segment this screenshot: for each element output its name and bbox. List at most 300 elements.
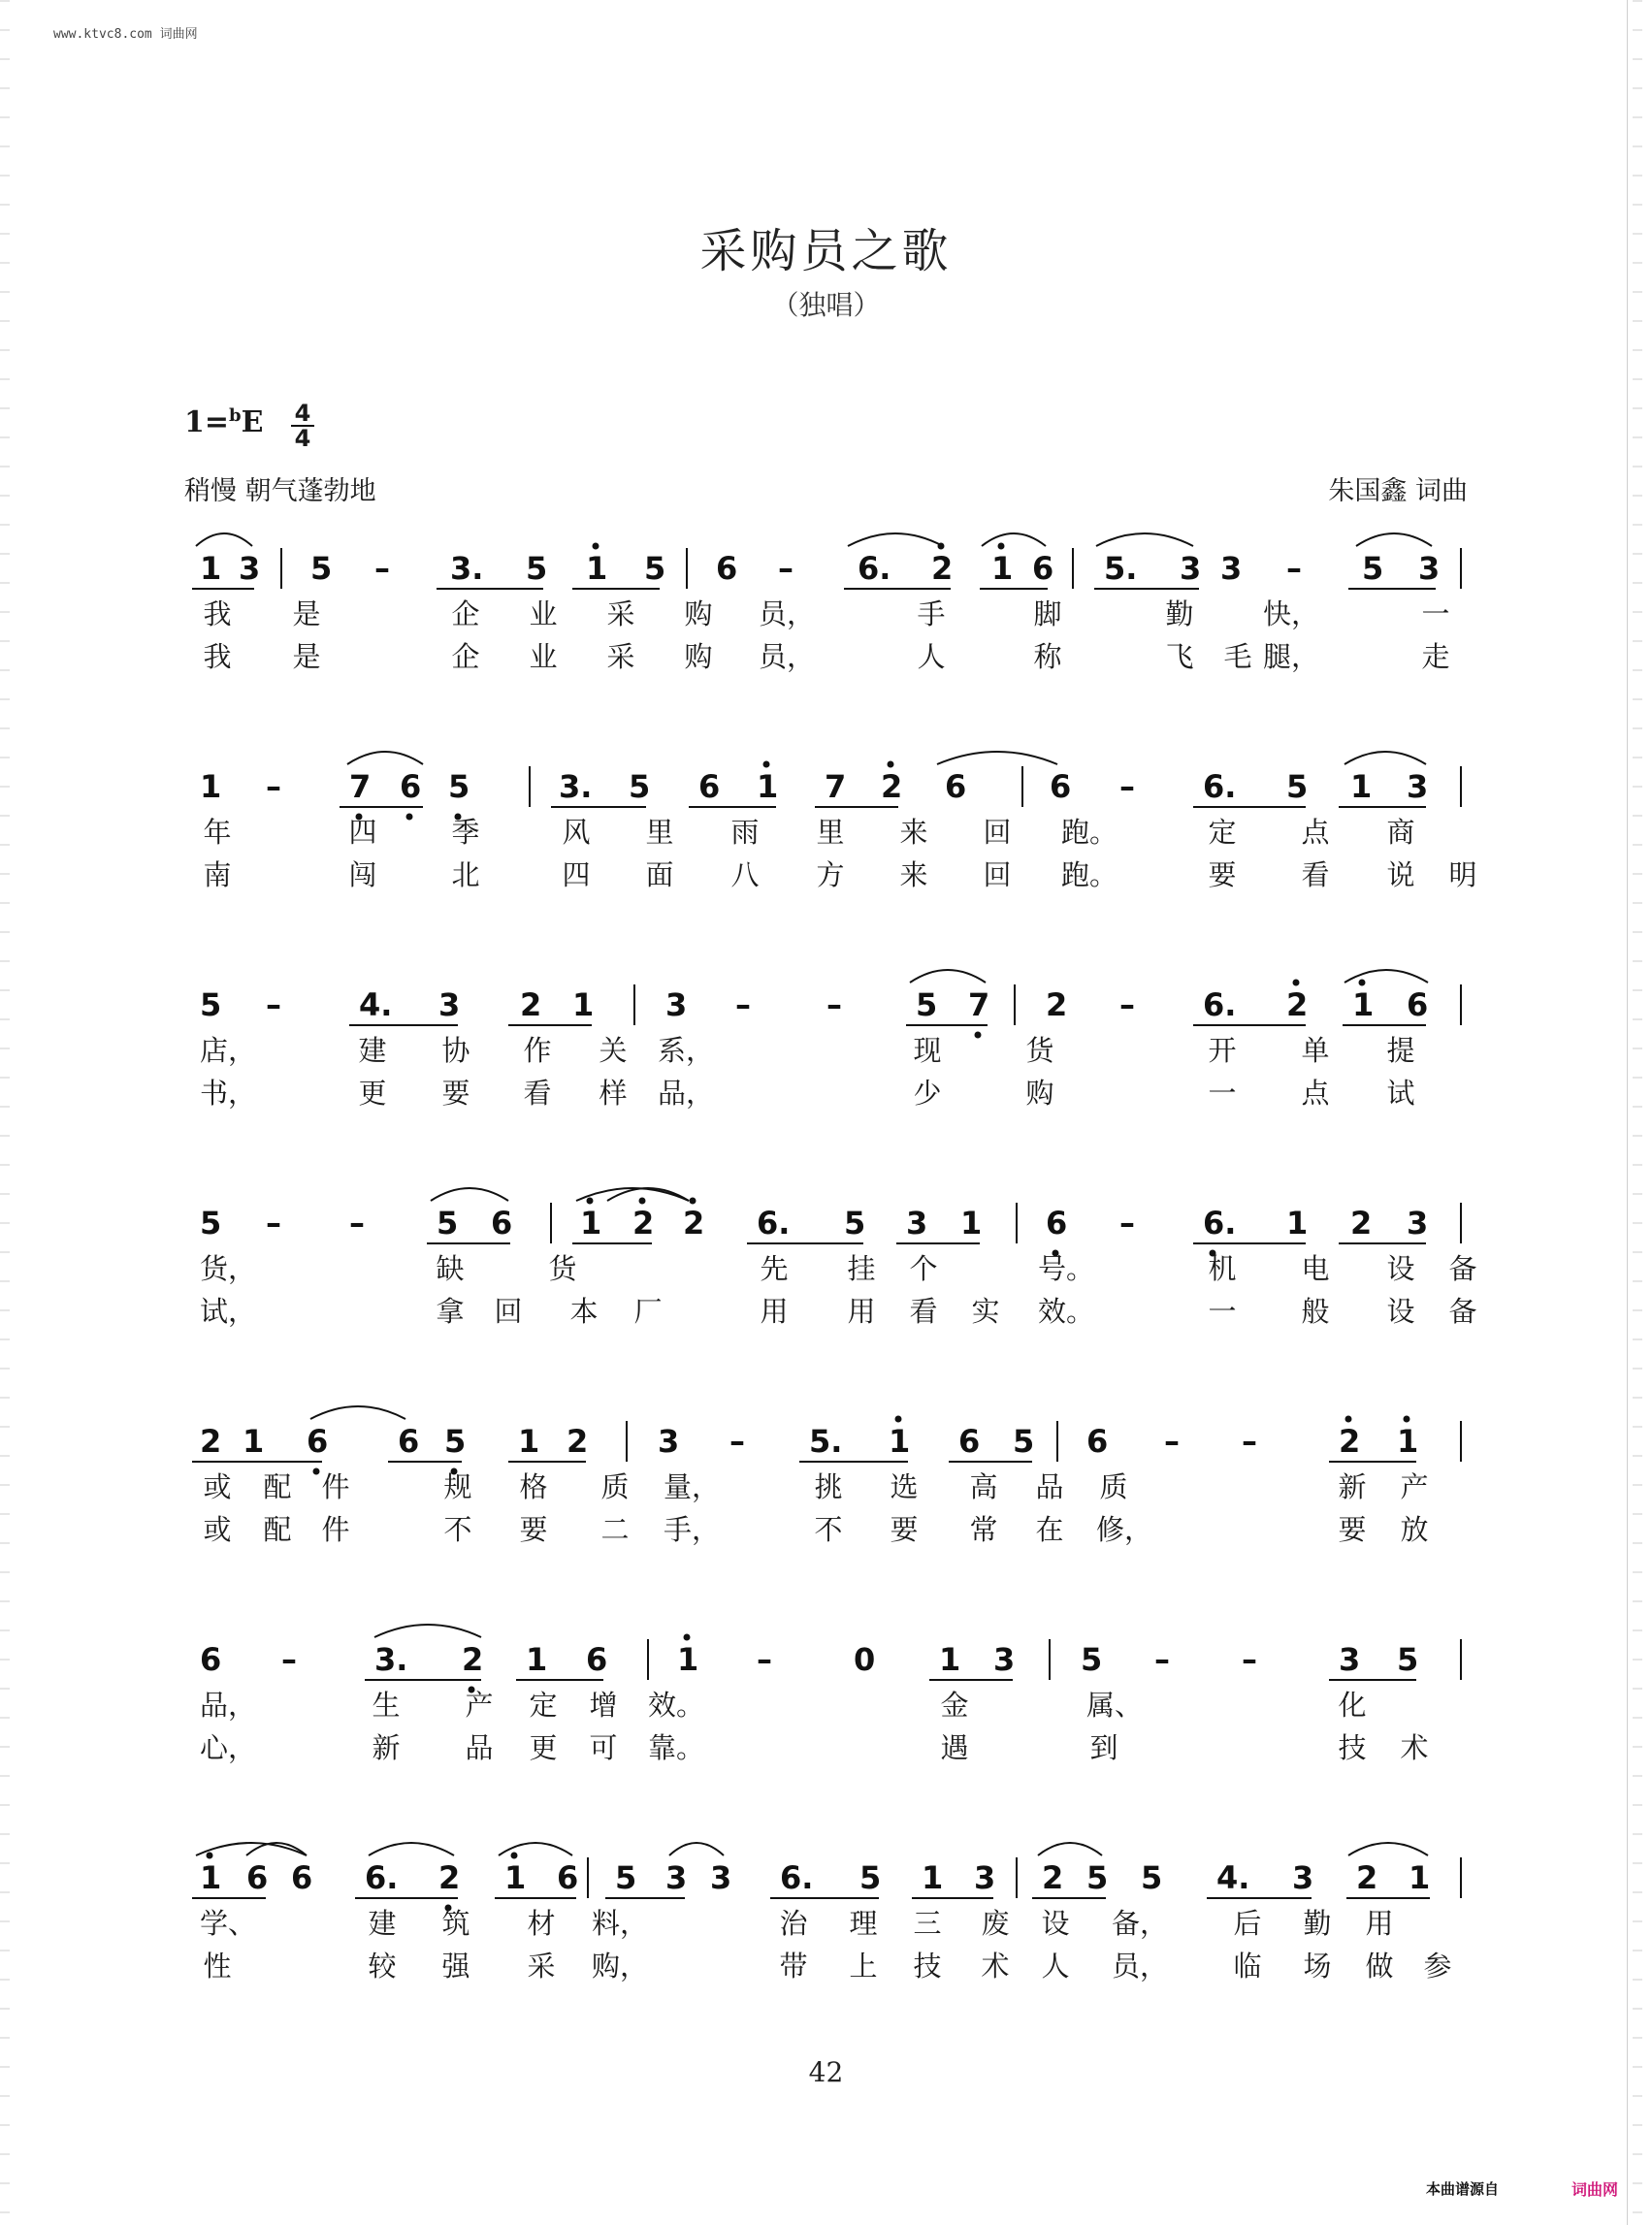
lyric-char: 效。 <box>648 1689 705 1722</box>
lyric-char: 称 <box>1033 640 1062 673</box>
lyric-char: 更 <box>358 1077 387 1110</box>
note: 6 <box>557 1859 579 1896</box>
lyric-char: 术 <box>981 1950 1010 1983</box>
lyric-char: 在 <box>1035 1513 1064 1546</box>
octave-up-dot <box>888 761 894 768</box>
note: 5 <box>1286 768 1309 805</box>
lyric-char: 设 <box>1041 1907 1070 1940</box>
lyric-char: 材 <box>527 1907 556 1940</box>
note: 1 <box>1350 768 1373 805</box>
score-system <box>184 965 1467 1154</box>
note: 7 <box>968 986 990 1023</box>
note: 3 <box>974 1859 996 1896</box>
note: 2 <box>1286 986 1309 1023</box>
note: 5 <box>1086 1859 1109 1896</box>
lyric-char: 一 <box>1208 1077 1237 1110</box>
lyric-char: 治 <box>779 1907 808 1940</box>
notes-svg <box>184 747 1467 815</box>
note: 6. <box>365 1859 399 1896</box>
lyric-char: 企 <box>451 640 480 673</box>
lyric-char: 八 <box>730 858 760 891</box>
note: 6. <box>1203 768 1237 805</box>
note: 5 <box>1141 1859 1163 1896</box>
lyric-verse-2 <box>184 1290 1477 1328</box>
lyric-char: 新 <box>372 1731 401 1764</box>
slur-arc <box>1348 1843 1428 1855</box>
lyric-char: 看 <box>909 1295 938 1328</box>
time-signature-top: 4 <box>294 400 311 427</box>
note: 1 <box>518 1423 540 1460</box>
lyric-char: 里 <box>645 816 674 849</box>
note: 4. <box>1216 1859 1250 1896</box>
note: 1 <box>526 1641 548 1678</box>
note: 1 <box>243 1423 265 1460</box>
lyric-char: 定 <box>529 1689 558 1722</box>
note: 3 <box>658 1423 680 1460</box>
note: 5. <box>809 1423 843 1460</box>
dash-mark: – <box>266 768 281 805</box>
lyric-char: 号。 <box>1038 1252 1095 1285</box>
lyric-char: 建 <box>358 1034 387 1067</box>
dash-mark: – <box>1164 1423 1180 1460</box>
lyric-char: 北 <box>451 858 480 891</box>
lyric-char: 货 <box>1025 1034 1054 1067</box>
slur-arc <box>937 752 1057 764</box>
lyric-char: 料， <box>592 1907 649 1940</box>
note: 1 <box>991 550 1014 587</box>
note: 6 <box>586 1641 608 1678</box>
lyric-char: 遇 <box>940 1731 969 1764</box>
lyric-verse-1 <box>184 1466 1467 1503</box>
flat-sign: b <box>229 405 242 426</box>
lyric-char: 定 <box>1208 816 1237 849</box>
lyric-verse-1 <box>184 1684 1467 1722</box>
note: 1 <box>1397 1423 1419 1460</box>
note: 6 <box>716 550 738 587</box>
note: 1 <box>1409 1859 1431 1896</box>
page-number: 42 <box>808 2056 844 2088</box>
slur-arc <box>1096 533 1193 546</box>
lyric-char: 毛 <box>1223 640 1252 673</box>
lyric-char: 关 <box>599 1034 628 1067</box>
note: 3 <box>1220 550 1243 587</box>
right-edge-watermark <box>1633 0 1642 2225</box>
score-system <box>184 529 1467 718</box>
lyric-char: 本 <box>569 1295 599 1328</box>
lyric-char: 开 <box>1208 1034 1237 1067</box>
dash-mark: – <box>349 1205 365 1241</box>
lyric-verse-2 <box>184 1072 1467 1110</box>
lyric-char: 件 <box>321 1513 350 1546</box>
octave-up-dot <box>207 1853 213 1859</box>
notes-svg <box>184 965 1467 1033</box>
note: 5 <box>200 1205 222 1241</box>
lyric-char: 人 <box>917 640 946 673</box>
lyric-verse-2 <box>184 1726 1467 1764</box>
lyric-char: 协 <box>441 1034 470 1067</box>
lyric-char: 不 <box>443 1513 472 1546</box>
dash-mark: – <box>1242 1641 1257 1678</box>
note: 2 <box>567 1423 589 1460</box>
dash-mark: – <box>281 1641 297 1678</box>
note: 1 <box>677 1641 699 1678</box>
lyric-char: 品， <box>200 1689 257 1722</box>
author-credit: 朱国鑫 词曲 <box>1328 476 1468 506</box>
octave-up-dot <box>593 543 599 550</box>
dash-mark: – <box>826 986 842 1023</box>
note: 6 <box>1086 1423 1109 1460</box>
lyric-char: 采 <box>606 640 635 673</box>
lyric-char: 量， <box>664 1470 721 1503</box>
lyric-char: 要 <box>441 1077 470 1110</box>
note: 1 <box>757 768 779 805</box>
lyric-char: 理 <box>849 1907 878 1940</box>
lyric-char: 不 <box>814 1513 843 1546</box>
lyric-char: 技 <box>1338 1731 1367 1764</box>
notes-line <box>184 1183 1467 1251</box>
lyric-char: 拿 <box>436 1295 465 1328</box>
lyric-char: 心， <box>200 1731 257 1764</box>
slur-arc <box>910 970 986 983</box>
lyric-char: 业 <box>529 597 558 630</box>
note: 2 <box>632 1205 655 1241</box>
lyric-char: 临 <box>1233 1950 1262 1983</box>
note: 5 <box>615 1859 637 1896</box>
note: 5 <box>310 550 333 587</box>
slur-arc <box>848 533 943 546</box>
lyric-char: 员， <box>759 597 816 630</box>
note: 3 <box>1407 768 1429 805</box>
note: 2 <box>1350 1205 1373 1241</box>
dash-mark: – <box>757 1641 772 1678</box>
lyric-char: 配 <box>263 1513 292 1546</box>
lyric-char: 规 <box>443 1470 472 1503</box>
lyric-char: 一 <box>1421 597 1450 630</box>
lyric-char: 配 <box>263 1470 292 1503</box>
lyric-char: 作 <box>523 1034 552 1067</box>
lyric-char: 手， <box>664 1513 721 1546</box>
lyric-char: 选 <box>890 1470 919 1503</box>
lyric-char: 到 <box>1089 1731 1118 1764</box>
notes-line <box>184 1402 1467 1469</box>
lyric-char: 购 <box>684 640 713 673</box>
notes-line <box>184 529 1467 597</box>
note: 1 <box>200 1859 222 1896</box>
note: 5 <box>644 550 666 587</box>
lyric-char: 样 <box>599 1077 628 1110</box>
note: 1 <box>889 1423 911 1460</box>
dash-mark: – <box>1286 550 1302 587</box>
lyric-char: 是 <box>292 597 321 630</box>
octave-up-dot <box>895 1416 902 1423</box>
lyric-char: 手 <box>917 597 946 630</box>
lyric-char: 货 <box>548 1252 577 1285</box>
note: 3 <box>1180 550 1202 587</box>
lyric-char: 参 <box>1423 1950 1452 1983</box>
note: 5 <box>526 550 548 587</box>
lyric-char: 机 <box>1208 1252 1237 1285</box>
song-subtitle: （独唱） <box>771 289 881 321</box>
note: 3 <box>665 986 688 1023</box>
note: 6 <box>307 1423 329 1460</box>
octave-up-dot <box>587 1198 594 1205</box>
dash-mark: – <box>1119 986 1135 1023</box>
lyric-char: 先 <box>760 1252 789 1285</box>
lyric-char: 闯 <box>348 858 377 891</box>
lyric-char: 靠。 <box>648 1731 705 1764</box>
notes-line <box>184 1838 1467 1906</box>
dash-mark: – <box>1154 1641 1170 1678</box>
lyric-char: 风 <box>562 816 591 849</box>
lyric-char: 采 <box>527 1950 556 1983</box>
note: 7 <box>349 768 372 805</box>
octave-up-dot <box>690 1198 696 1205</box>
octave-up-dot <box>763 761 770 768</box>
lyric-char: 增 <box>589 1689 618 1722</box>
lyric-char: 购， <box>592 1950 649 1983</box>
note: 3 <box>438 986 461 1023</box>
song-title: 采购员之歌 <box>699 224 953 278</box>
lyric-char: 来 <box>899 858 928 891</box>
note: 2 <box>1046 986 1068 1023</box>
dash-mark: – <box>735 986 751 1023</box>
note: 1 <box>1352 986 1375 1023</box>
slur-arc <box>1344 970 1428 983</box>
note: 6. <box>1203 1205 1237 1241</box>
note: 3 <box>1418 550 1441 587</box>
lyric-char: 员， <box>1112 1950 1169 1983</box>
note: 6 <box>398 1423 420 1460</box>
slur-arc <box>347 752 423 764</box>
notes-svg <box>184 1838 1467 1906</box>
note: 5. <box>1104 550 1138 587</box>
lyric-verse-1 <box>184 1247 1477 1285</box>
lyric-char: 系， <box>658 1034 715 1067</box>
note: 3 <box>1339 1641 1361 1678</box>
note: 5 <box>1362 550 1384 587</box>
lyric-char: 要 <box>519 1513 548 1546</box>
lyric-char: 跑。 <box>1061 816 1118 849</box>
lyric-char: 带 <box>779 1950 808 1983</box>
note: 2 <box>520 986 542 1023</box>
octave-up-dot <box>998 543 1005 550</box>
lyric-char: 备， <box>1112 1907 1169 1940</box>
lyric-char: 可 <box>589 1731 618 1764</box>
lyric-char: 强 <box>441 1950 470 1983</box>
lyric-char: 员， <box>759 640 816 673</box>
note: 1 <box>922 1859 944 1896</box>
note: 6. <box>858 550 891 587</box>
note: 3 <box>993 1641 1016 1678</box>
lyric-char: 放 <box>1400 1513 1429 1546</box>
lyric-char: 一 <box>1208 1295 1237 1328</box>
lyric-char: 品 <box>465 1731 494 1764</box>
note: 6 <box>400 768 422 805</box>
lyric-char: 试 <box>1386 1077 1415 1110</box>
lyric-char: 南 <box>203 858 232 891</box>
lyric-char: 产 <box>1400 1470 1429 1503</box>
lyric-char: 脚 <box>1033 597 1062 630</box>
lyric-char: 货， <box>200 1252 257 1285</box>
lyric-verse-1 <box>184 593 1467 628</box>
note: 2 <box>1042 1859 1064 1896</box>
notes-line <box>184 1620 1467 1688</box>
lyric-char: 业 <box>529 640 558 673</box>
slur-arc <box>196 533 252 546</box>
note: 6 <box>1032 550 1054 587</box>
notes-svg <box>184 1620 1467 1688</box>
lyric-char: 缺 <box>436 1252 465 1285</box>
lyric-verse-2 <box>184 854 1477 891</box>
dash-mark: – <box>729 1423 745 1460</box>
note: 1 <box>1286 1205 1309 1241</box>
note: 3. <box>374 1641 408 1678</box>
lyric-char: 我 <box>203 597 232 630</box>
lyric-char: 飞 <box>1165 640 1194 673</box>
note: 6. <box>780 1859 814 1896</box>
note: 6 <box>246 1859 269 1896</box>
lyric-char: 高 <box>969 1470 998 1503</box>
lyric-char: 效。 <box>1038 1295 1095 1328</box>
lyric-char: 术 <box>1400 1731 1429 1764</box>
note: 6 <box>1407 986 1429 1023</box>
lyric-char: 上 <box>849 1950 878 1983</box>
score-system <box>184 747 1477 936</box>
lyric-char: 属、 <box>1086 1689 1144 1722</box>
lyric-char: 质 <box>1099 1470 1128 1503</box>
lyric-char: 用 <box>847 1295 876 1328</box>
site-watermark: www.ktvc8.com 词曲网 <box>53 27 198 42</box>
note: 6. <box>757 1205 791 1241</box>
octave-up-dot <box>1345 1416 1352 1423</box>
note: 0 <box>854 1641 876 1678</box>
time-signature <box>291 402 314 450</box>
note: 3 <box>906 1205 928 1241</box>
lyric-char: 雨 <box>730 816 760 849</box>
note: 1 <box>580 1205 602 1241</box>
note: 2 <box>200 1423 222 1460</box>
dash-mark: – <box>266 986 281 1023</box>
lyric-char: 建 <box>368 1907 397 1940</box>
note: 1 <box>572 986 595 1023</box>
lyric-char: 设 <box>1386 1252 1415 1285</box>
note: 6 <box>1050 768 1072 805</box>
dash-mark: – <box>266 1205 281 1241</box>
note: 2 <box>881 768 903 805</box>
lyric-verse-2 <box>184 1508 1467 1546</box>
note: 5 <box>1013 1423 1035 1460</box>
lyric-char: 看 <box>1301 858 1330 891</box>
lyric-char: 要 <box>890 1513 919 1546</box>
key-signature <box>184 405 263 439</box>
slur-arc <box>669 1843 724 1855</box>
note: 6 <box>200 1641 222 1678</box>
lyric-char: 面 <box>645 858 674 891</box>
note: 5 <box>437 1205 459 1241</box>
lyric-char: 来 <box>899 816 928 849</box>
lyric-char: 修， <box>1096 1513 1153 1546</box>
slur-arc <box>1344 752 1426 764</box>
lyric-char: 般 <box>1301 1295 1330 1328</box>
lyric-char: 明 <box>1448 858 1477 891</box>
lyric-char: 品， <box>658 1077 715 1110</box>
note: 5 <box>629 768 651 805</box>
lyric-char: 看 <box>523 1077 552 1110</box>
lyric-char: 试， <box>200 1295 257 1328</box>
note: 1 <box>200 550 222 587</box>
lyric-char: 备 <box>1448 1252 1477 1285</box>
lyric-verse-2 <box>184 1945 1467 1983</box>
note: 2 <box>931 550 954 587</box>
lyric-char: 或 <box>203 1513 232 1546</box>
lyric-char: 四 <box>562 858 591 891</box>
dash-mark: – <box>1242 1423 1257 1460</box>
lyric-char: 现 <box>913 1034 942 1067</box>
notes-line <box>184 965 1467 1033</box>
note: 6 <box>958 1423 981 1460</box>
note: 3. <box>450 550 484 587</box>
lyric-char: 勤 <box>1303 1907 1332 1940</box>
lyric-char: 要 <box>1208 858 1237 891</box>
note: 3 <box>710 1859 732 1896</box>
note: 1 <box>939 1641 961 1678</box>
lyric-char: 采 <box>606 597 635 630</box>
octave-up-dot <box>684 1634 691 1641</box>
lyric-char: 商 <box>1386 816 1415 849</box>
note: 5 <box>1081 1641 1103 1678</box>
lyric-char: 四 <box>348 816 377 849</box>
lyric-char: 购 <box>684 597 713 630</box>
lyric-verse-1 <box>184 1029 1467 1067</box>
lyric-char: 说 <box>1386 858 1415 891</box>
lyric-char: 点 <box>1301 1077 1330 1110</box>
slur-arc <box>431 1188 508 1201</box>
notes-svg <box>184 529 1467 597</box>
lyric-char: 筑 <box>441 1907 470 1940</box>
lyric-char: 备 <box>1448 1295 1477 1328</box>
lyric-verse-1 <box>184 811 1467 849</box>
left-edge-watermark <box>0 0 10 2225</box>
lyric-char: 三 <box>913 1907 942 1940</box>
lyric-char: 个 <box>909 1252 938 1285</box>
notes-line <box>184 747 1467 815</box>
note: 6 <box>1046 1205 1068 1241</box>
lyric-char: 更 <box>529 1731 558 1764</box>
lyric-char: 质 <box>600 1470 630 1503</box>
lyric-char: 厂 <box>633 1295 663 1328</box>
lyric-char: 少 <box>913 1077 942 1110</box>
slur-arc <box>499 1843 572 1855</box>
note: 5 <box>448 768 470 805</box>
lyric-char: 点 <box>1301 816 1330 849</box>
note: 6. <box>1203 986 1237 1023</box>
score-system <box>184 1402 1467 1591</box>
lyric-char: 性 <box>203 1950 232 1983</box>
octave-up-dot <box>1359 980 1366 986</box>
note: 6 <box>945 768 967 805</box>
lyric-char: 快， <box>1263 597 1320 630</box>
lyric-char: 后 <box>1233 1907 1262 1940</box>
note: 3 <box>1407 1205 1429 1241</box>
lyric-char: 化 <box>1338 1689 1367 1722</box>
dash-mark: – <box>1119 768 1135 805</box>
note: 2 <box>462 1641 484 1678</box>
lyric-char: 挑 <box>814 1470 843 1503</box>
lyric-char: 跑。 <box>1061 858 1118 891</box>
lyric-char: 件 <box>321 1470 350 1503</box>
slur-arc <box>310 1406 405 1419</box>
lyric-char: 场 <box>1303 1950 1332 1983</box>
